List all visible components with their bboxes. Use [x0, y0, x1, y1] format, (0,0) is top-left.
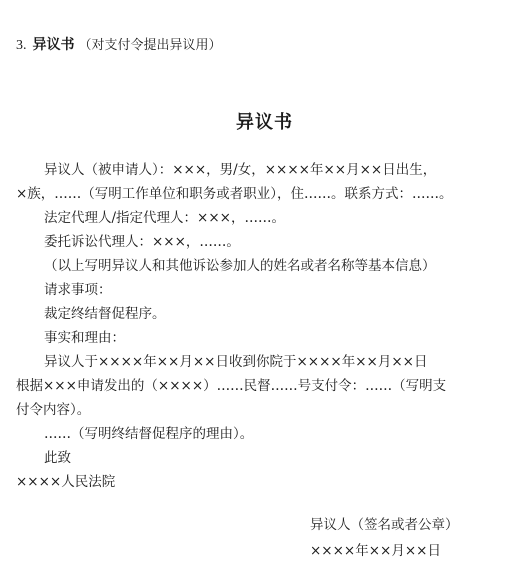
signature-date: ××××年××月××日 — [310, 543, 441, 559]
objector-line-2: ×族，……（写明工作单位和职务或者职业），住……。联系方式：……。 — [16, 186, 453, 202]
objector-line-1: 异议人（被申请人）：×××，男/女，××××年××月××日出生， — [44, 162, 437, 178]
court-name: ××××人民法院 — [16, 474, 116, 490]
facts-line-2: 根据×××申请发出的（××××）……民督……号支付令：……（写明支 — [16, 378, 447, 394]
facts-line-3: 付令内容）。 — [16, 402, 91, 418]
request-content: 裁定终结督促程序。 — [44, 306, 166, 322]
section-heading — [16, 34, 222, 54]
document-title: 异议书 — [236, 112, 293, 133]
info-note-line: （以上写明异议人和其他诉讼参加人的姓名或者名称等基本信息） — [44, 258, 436, 274]
section-note: （对支付令提出异议用） — [78, 38, 222, 53]
facts-heading: 事实和理由： — [44, 330, 125, 346]
legal-representative-line: 法定代理人/指定代理人：×××，……。 — [44, 210, 285, 226]
request-heading: 请求事项： — [44, 282, 112, 298]
salutation: 此致 — [44, 450, 71, 466]
signature-line: 异议人（签名或者公章） — [310, 517, 459, 533]
section-number: 3. — [16, 38, 27, 53]
entrusted-agent-line: 委托诉讼代理人：×××，……。 — [44, 234, 240, 250]
facts-line-1: 异议人于××××年××月××日收到你院于××××年××月××日 — [44, 354, 428, 370]
reason-line: ……（写明终结督促程序的理由）。 — [44, 426, 254, 442]
section-title: 异议书 — [32, 37, 75, 53]
